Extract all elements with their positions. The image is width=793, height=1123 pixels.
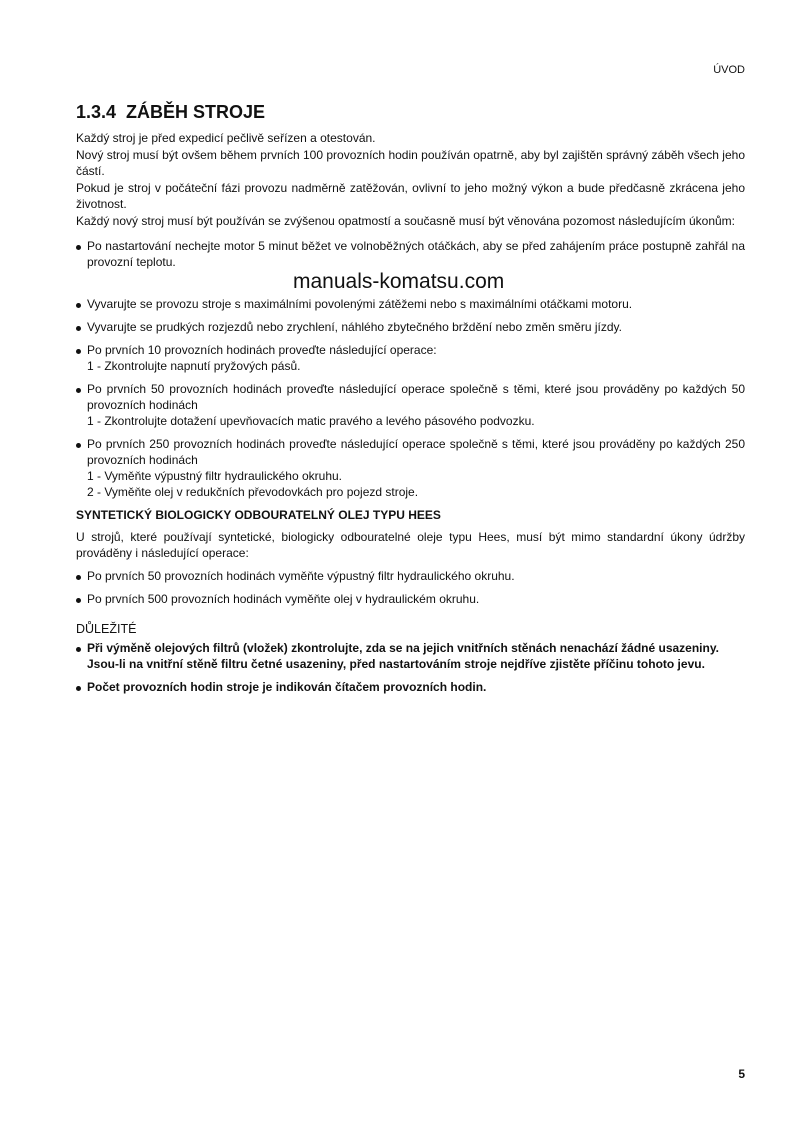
important-item [76, 679, 745, 695]
intro-paragraph: Nový stroj musí být ovšem během prvních 100 provozních hodin používán opatrně, aby byl zajištěn správný záběh všech jeho částí. [76, 148, 745, 178]
list-item-text: Vyvarujte se prudkých rozjezdů nebo zrychlení, náhlého zbytečného brždění nebo změn směru jízdy. [87, 320, 622, 334]
section-header: ÚVOD [713, 64, 745, 76]
list-item [76, 319, 745, 335]
section-title [76, 101, 745, 123]
content-flow [76, 101, 745, 695]
list-item-text: Po prvních 50 provozních hodinách vyměňte výpustný filtr hydraulického okruhu. [87, 569, 515, 583]
list-item-text: Po prvních 500 provozních hodinách vyměňte olej v hydraulickém okruhu. [87, 592, 480, 606]
important-text: Počet provozních hodin stroje je indikován čítačem provozních hodin. [87, 680, 487, 694]
intro-paragraph: Každý nový stroj musí být používán se zvýšenou opatmostí a současně musí být věnována pozomost následujícím úkonům: [76, 214, 736, 228]
list-item [76, 568, 745, 584]
sub-step: 1 - Vyměňte výpustný filtr hydraulického okruhu. [87, 469, 343, 483]
sub-step: 1 - Zkontrolujte napnutí pryžových pásů. [87, 359, 301, 373]
list-item-text: Po prvních 10 provozních hodinách proveďte následující operace: [87, 343, 437, 357]
list-item-text: Po nastartování nechejte motor 5 minut běžet ve volnoběžných otáčkách, aby se před zahájením práce postupně zahřál na provozní teplotu. [87, 239, 745, 269]
important-text: Při výměně olejových filtrů (vložek) zkontrolujte, zda se na jejich vnitřních stěnách nenachází žádné usazeniny. [87, 641, 719, 655]
intro-paragraph: Pokud je stroj v počáteční fázi provozu nadměrně zatěžován, ovlivní to jeho možný výkon a bude předčasně zkrácena jeho životnost. [76, 181, 745, 211]
list-item [76, 436, 745, 500]
list-item-text: Po prvních 250 provozních hodinách proveďte následující operace společně s těmi, které jsou prováděny po každých 250 provozních hodinách [87, 437, 745, 467]
hees-paragraph: U strojů, které používají syntetické, biologicky odbouratelné oleje typu Hees, musí být mimo standardní úkony údržby prováděny i následující operace: [76, 530, 745, 560]
important-text: Jsou-li na vnitřní stěně filtru četné usazeniny, před nastartováním stroje nejdříve zjistěte příčinu tohoto jevu. [87, 657, 705, 671]
important-item [76, 640, 745, 672]
watermark: manuals-komatsu.com [293, 270, 505, 293]
list-item [76, 238, 745, 270]
page-number: 5 [738, 1067, 745, 1081]
list-item-text: Vyvarujte se provozu stroje s maximálními povolenými zátěžemi nebo s maximálními otáčkami motoru. [87, 297, 633, 311]
list-item [76, 296, 745, 312]
list-item [76, 381, 745, 429]
section-title-text: ZÁBĚH STROJE [126, 102, 266, 122]
sub-step: 2 - Vyměňte olej v redukčních převodovkách pro pojezd stroje. [87, 485, 419, 499]
list-item-text: Po prvních 50 provozních hodinách proveďte následující operace společně s těmi, které jsou prováděny po každých 50 provozních hodinách [87, 382, 745, 412]
sub-step: 1 - Zkontrolujte dotažení upevňovacích matic pravého a levého pásového podvozku. [87, 414, 535, 428]
important-heading: DŮLEŽITÉ [76, 622, 137, 636]
section-number: 1.3.4 [76, 102, 117, 122]
intro-paragraph: Každý stroj je před expedicí pečlivě seřízen a otestován. [76, 131, 376, 145]
list-item [76, 342, 745, 374]
hees-heading: SYNTETICKÝ BIOLOGICKY ODBOURATELNÝ OLEJ TYPU HEES [76, 508, 441, 522]
list-item [76, 591, 745, 607]
